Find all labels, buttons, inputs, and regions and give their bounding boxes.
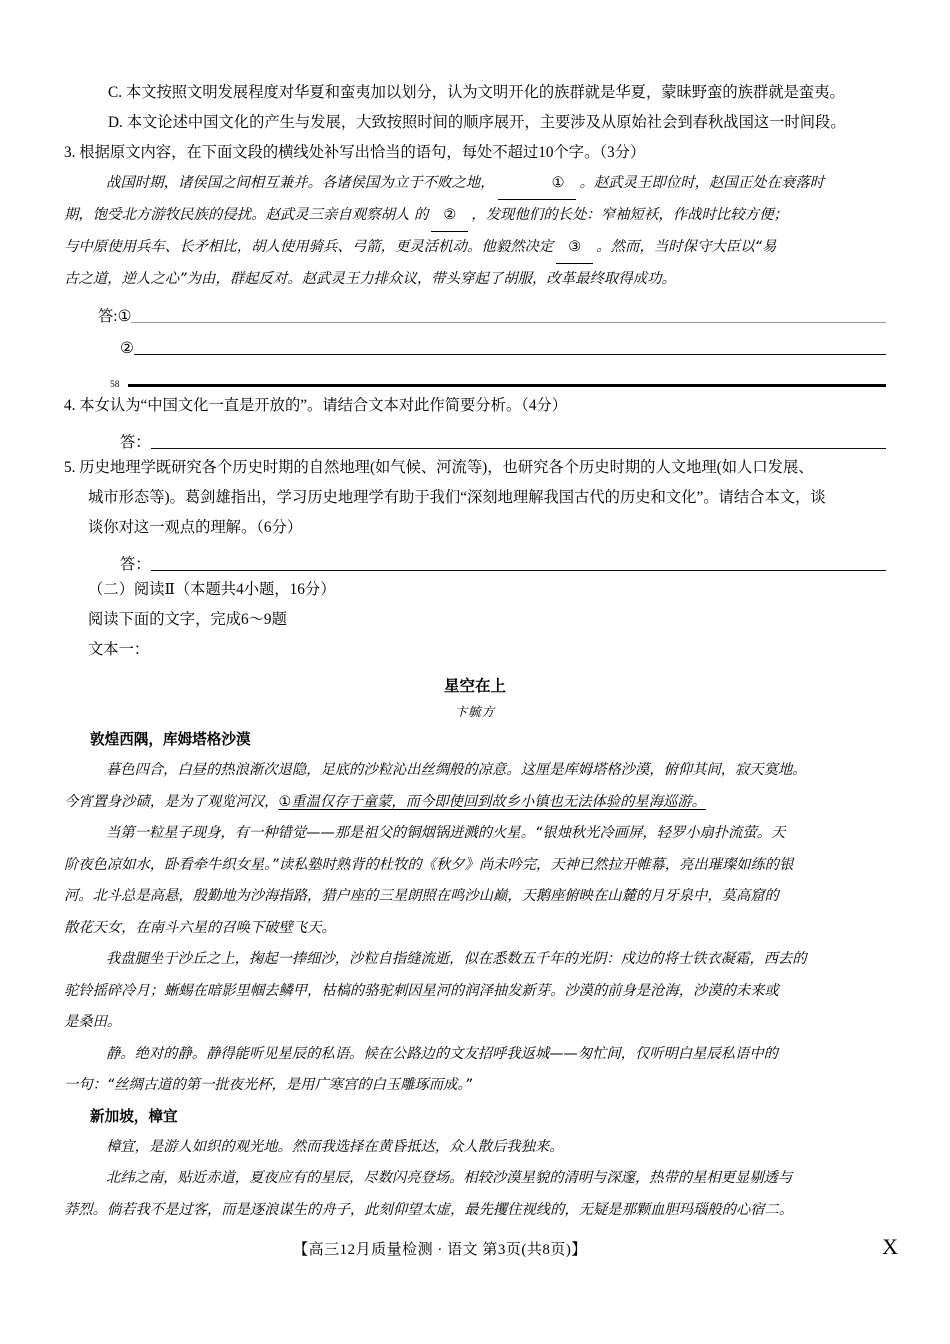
question-3-stem: 3. 根据原文内容，在下面文段的横线处补写出恰当的语句，每处不超过10个字。（3分） [64, 144, 646, 161]
p1-sentence-mark: ① [278, 793, 292, 810]
p1-line-1: 暮色四合，白昼的热浪渐次退隐，足底的沙粒沁出丝绸般的凉意。这厘是库姆塔格沙漠，俯仰其间，寂天寞地。 [106, 762, 807, 778]
article-title: 星空在上 [443, 677, 506, 695]
article-paragraph-6 [64, 1163, 886, 1226]
p1-line-2: 今宵置身沙碛，是为了观览河汉， [64, 793, 279, 810]
blank-3: ③ [556, 232, 593, 264]
q5-answer-row [64, 543, 886, 575]
text-one-label: 文本一： [88, 641, 150, 658]
q3-answer-mark-1: ① [117, 308, 132, 325]
q3-answer-row-3 [64, 359, 886, 391]
q5-answer-line[interactable] [151, 570, 886, 571]
p3-line-3: 是桑田。 [64, 1014, 122, 1030]
q3-answer-row-2 [64, 327, 886, 359]
p2-line-3: 河。北斗总是高悬，殷勤地为沙海指路，猎户座的三星朗照在鸣沙山巅，天鹅座俯映在山麓的月牙泉中，莫高窟的 [64, 888, 779, 904]
p3-line-1: 我盘腿坐于沙丘之上，掬起一捧细沙，沙粒自指缝流逝，似在悉数五千年的光阴：戍边的将士铁衣凝霜，西去的 [106, 951, 807, 967]
article-paragraph-3 [64, 944, 886, 1039]
blank-1: ① [498, 168, 577, 200]
section-2-instruction: 阅读下面的文字，完成6～9题 [88, 611, 287, 628]
p6-line-1: 北纬之南，贴近赤道，夏夜应有的星辰，尽数闪亮登场。相较沙漠星貌的清明与深邃，热带的星相更显剔透与 [106, 1170, 793, 1186]
page-footer [0, 1234, 950, 1268]
q4-answer-label: 答： [120, 434, 151, 451]
question-5-stem-line-2: 城市形态等)。葛剑雄指出，学习历史地理学有助于我们“深刻地理解我国古代的历史和文化”。请结合本文，谈 [88, 489, 826, 506]
article-paragraph-2 [64, 818, 886, 944]
passage-line-1: 战国时期，诸侯国之间相互兼并。各诸侯国为立于不败之地， [106, 175, 495, 191]
q3-answer-mark-2: ② [120, 340, 134, 357]
passage-line-7: 古之道，逆人之心”为由，群起反对。赵武灵王力排众议，带头穿起了胡服，改革最终取得成功。 [64, 271, 676, 287]
p5-line-1: 樟宜，是游人如织的观光地。然而我选择在黄昏抵达，众人散后我独来。 [106, 1138, 564, 1155]
p4-line-1: 静。绝对的静。静得能听见星辰的私语。候在公路边的文友招呼我返城——匆忙间，仅听明白星辰私语中的 [106, 1045, 778, 1062]
q5-answer-label: 答： [120, 556, 151, 573]
q3-answer-line-2[interactable] [134, 354, 886, 355]
article-author: 卞毓方 [454, 704, 496, 719]
q3-answer-line-3[interactable] [128, 384, 887, 387]
p6-line-2: 莽烈。倘若我不是过客，而是逐浪谋生的舟子，此刻仰望太虚，最先攫住视线的，无疑是那颗血胆玛瑙般的心宿二。 [64, 1201, 794, 1218]
footer-right-mark: X [882, 1234, 898, 1259]
passage-line-2: 。赵武灵王即位时，赵国正处在衰落时 [579, 175, 825, 191]
question-3-passage [64, 168, 886, 295]
option-d: D. 本文论述中国文化的产生与发展，大致按照时间的顺序展开，主要涉及从原始社会到春秋战国这一时间段。 [108, 114, 846, 131]
blank-2: ② [431, 200, 468, 232]
p1-underlined-sentence: 重温仅存于童蒙，而今即使回到故乡小镇也无法体验的星海巡游。 [291, 793, 706, 810]
question-5-stem-line-1: 5. 历史地理学既研究各个历史时期的自然地理(如气候、河流等)，也研究各个历史时期的人文地理(如人口发展、 [64, 459, 814, 476]
section-2-heading: （二）阅读Ⅱ（本题共4小题，16分） [88, 581, 336, 598]
q3-answer-line-1[interactable] [131, 322, 886, 323]
article-paragraph-4 [64, 1039, 886, 1102]
p2-line-4: 散花天女，在南斗六星的召唤下破壁飞天。 [64, 919, 336, 936]
q3-answer-row-1 [64, 295, 886, 327]
passage-line-4: ，发现他们的长处：窄袖短袄，作战时比较方便； [471, 207, 788, 223]
p4-line-2: 一句：“丝绸古道的第一批夜光杯，是用广寒宫的白玉雕琢而成。” [64, 1077, 472, 1093]
option-c: C. 本文按照文明发展程度对华夏和蛮夷加以划分，认为文明开化的族群就是华夏，蒙昧野蛮的族群就是蛮夷。 [108, 84, 845, 101]
footer-center-text: 【高三12月质量检测 · 语文 第3页(共8页)】 [293, 1242, 587, 1258]
passage-line-6: 。然而，当时保守大臣以“易 [596, 239, 777, 255]
q4-answer-line[interactable] [151, 448, 886, 449]
p2-line-2: 阶夜色凉如水，卧看牵牛织女星。”读私塾时熟背的杜牧的《秋夕》尚未吟完，天神已然拉开帷幕，亮出璀璨如练的银 [64, 856, 794, 873]
passage-line-5: 与中原使用兵车、长矛相比，胡人使用骑兵、弓箭，更灵活机动。他毅然决定 [64, 239, 554, 255]
q4-answer-row [64, 421, 886, 453]
p2-line-1: 当第一粒星子现身，有一种错觉——那是祖父的铜烟锅迸溅的火星。“银烛秋光冷画屏，轻罗小扇扑流萤。天 [106, 825, 786, 841]
question-4-stem: 4. 本女认为“中国文化一直是开放的”。请结合文本对此作简要分析。（4分） [64, 397, 568, 414]
article-section-2-heading: 新加坡，樟宜 [90, 1107, 178, 1125]
question-5-stem-line-3: 谈你对这一观点的理解。（6分） [88, 519, 303, 536]
article-paragraph-1 [64, 755, 886, 818]
q3-answer-mark-3: 58 [110, 380, 120, 390]
p3-line-2: 驼铃摇碎冷月；蜥蜴在暗影里帼去鳞甲，枯槁的骆驼刺因星河的润泽抽发新芽。沙漠的前身是沧海，沙漠的未来或 [64, 982, 779, 999]
article-paragraph-5 [64, 1132, 886, 1164]
q3-answer-label: 答: [98, 308, 118, 325]
article-section-1-heading: 敦煌西隅，库姆塔格沙漠 [90, 731, 251, 748]
passage-line-3: 期，饱受北方游牧民族的侵扰。赵武灵三亲自观察胡人 的 [64, 207, 429, 223]
